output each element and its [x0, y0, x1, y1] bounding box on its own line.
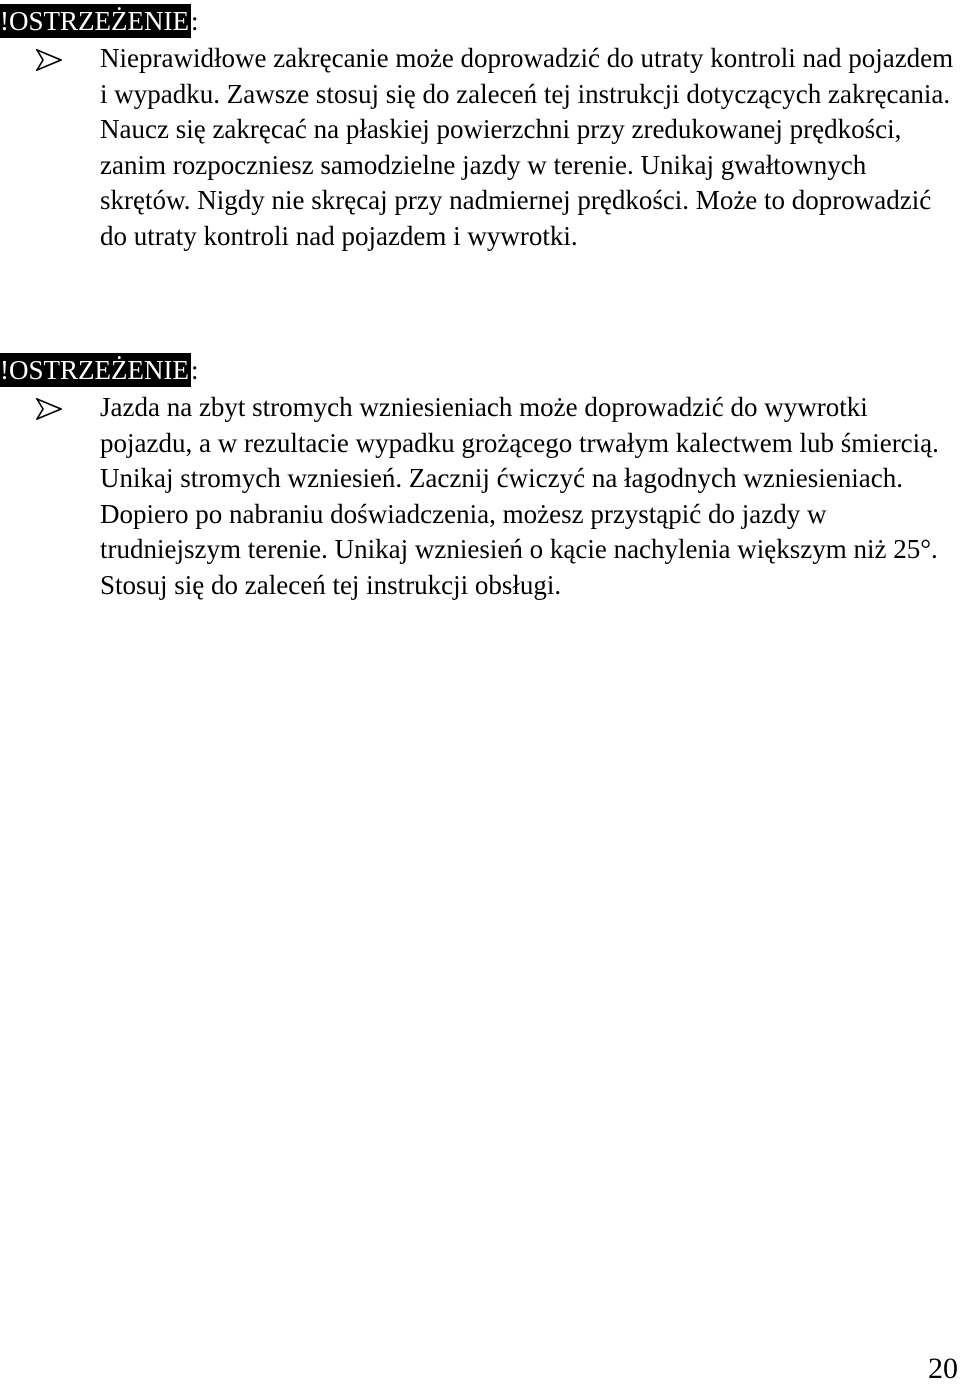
page-number: 20 [928, 1352, 958, 1385]
warning-text: Jazda na zbyt stromych wzniesieniach może doprowadzić do wywrotki pojazdu, a w rezultacie wypadku grożącego trwałym kalectwem lub śmiercią. Unikaj stromych wzniesień. Zacznij ćwiczyć na łagodnych wzniesieniach. Dopiero po nabraniu doświadczenia, możesz przystąpić do jazdy w trudniejszym terenie. Unikaj wzniesień o kącie nachylenia większym niż 25°. Stosuj się do zaleceń tej instrukcji obsługi. [100, 392, 939, 600]
warning-label: !OSTRZEŻENIE [0, 6, 189, 36]
warning-item [0, 41, 960, 254]
warning-heading [0, 4, 960, 38]
arrowhead-bullet-icon [36, 398, 62, 420]
arrowhead-bullet-icon [36, 49, 62, 71]
warning-colon: : [190, 355, 199, 385]
warning-label: !OSTRZEŻENIE [0, 355, 189, 385]
warning-heading [0, 353, 960, 387]
warning-block-slopes [0, 353, 960, 603]
warning-colon: : [190, 6, 199, 36]
warning-block-turning [0, 4, 960, 254]
warning-item [0, 390, 960, 603]
warning-text: Nieprawidłowe zakręcanie może doprowadzić do utraty kontroli nad pojazdem i wypadku. Zawsze stosuj się do zaleceń tej instrukcji dotyczących zakręcania. Naucz się zakręcać na płaskiej powierzchni przy zredukowanej prędkości, zanim rozpoczniesz samodzielne jazdy w terenie. Unikaj gwałtownych skrętów. Nigdy nie skręcaj przy nadmiernej prędkości. Może to doprowadzić do utraty kontroli nad pojazdem i wywrotki. [100, 43, 954, 251]
